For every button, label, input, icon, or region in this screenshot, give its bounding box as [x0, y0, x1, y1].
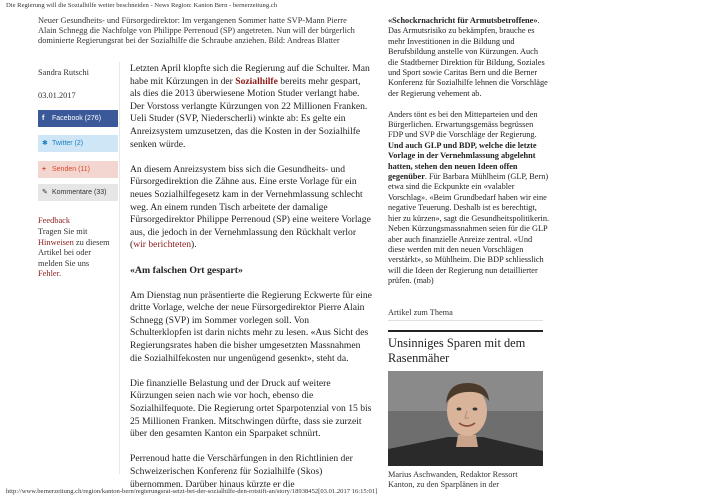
comment-icon: ✎ — [42, 189, 48, 196]
hints-link[interactable]: Hinweisen — [38, 237, 74, 247]
feedback-text — [38, 227, 112, 280]
right-p2-bold: Und auch GLP und BDP, welche die letzte Vorlage in der Vernehmlassung abgelehnt hatten, stehen den neuen Ideen offen gegenüber — [388, 140, 537, 182]
right-column — [388, 16, 550, 297]
article-body — [130, 63, 372, 504]
wir-berichteten-link[interactable]: wir berichteten — [133, 239, 192, 251]
feedback-mid: zu diesem Artikel bei oder melden Sie uns — [38, 237, 110, 268]
send-share-label: Senden (11) — [52, 166, 91, 173]
facebook-icon: f — [42, 115, 45, 122]
facebook-share-label: Facebook (276) — [52, 115, 102, 122]
comments-button[interactable] — [38, 184, 118, 201]
p1-pre: Letzten April klopfte sich die Regierung auf die Schulter. Man habe mit Kürzungen in der — [130, 63, 370, 87]
article-paragraph-4: Die finanzielle Belastung und der Druck auf weitere Kürzungen seien nach wie vor hoch, ebenso die Sozialhilfequote. Die Regierung ortet Sparpotenzial von 15 bis 25 Millionen Franken. Mitschwingen dürfte, dass sie zurzeit über den gesamten Kanton ein Sparpaket schnürt. — [130, 377, 372, 440]
publish-date: 03.01.2017 — [38, 91, 76, 100]
feedback-post: . — [58, 269, 62, 278]
feedback-pre: Tragen Sie mit — [38, 227, 88, 236]
article-paragraph-1 — [130, 63, 372, 151]
related-article-box — [388, 308, 543, 490]
twitter-share-button[interactable] — [38, 135, 118, 152]
p2-pre: An diesem Anreizsystem biss sich die Gesundheits- und Fürsorgedirektion die Zähne aus. Eine erste Vorlage für ein neues Sozialhilfegesetz kam in der Vernehmlassung schlecht weg. An einem runden Tisch arbeitete der damalige Fürsorgedirektor Philippe Perrenoud (SP) eine weitere Vorlage aus, die jedoch in der Vernehmlassung den Rückhalt verlor ( — [130, 163, 371, 251]
sozialhilfe-keyword-link[interactable]: Sozialhilfe — [235, 75, 278, 87]
author-portrait-image[interactable] — [388, 371, 543, 466]
author-name[interactable]: Sandra Rutschi — [38, 68, 89, 77]
related-caption: Marius Aschwanden, Redaktor Ressort Kanton, zu den Sparplänen in der — [388, 469, 518, 489]
right-paragraph-2 — [388, 110, 550, 287]
p2-post: ). — [191, 239, 197, 251]
article-paragraph-2 — [130, 164, 372, 252]
errors-link[interactable]: Fehler — [38, 269, 59, 278]
image-caption: Neuer Gesundheits- und Fürsorgedirektor: Im vergangenen Sommer hatte SVP-Mann Pierre Alain Schnegg die Nachfolge von Philippe Perrenoud (SP) angetreten. Nun will der bürgerlich dominierte Regierungsrat bei der Sozialhilfe die Schraube anziehen. Bild: Andreas Blatter — [38, 16, 355, 45]
send-icon: + — [42, 166, 47, 173]
related-header: Artikel zum Thema — [388, 308, 543, 321]
feedback-title: Feedback — [38, 216, 71, 225]
article-paragraph-5: Perrenoud hatte die Verschärfungen in den Richtlinien der Schweizerischen Konferenz für Sozialhilfe (Skos) übernommen. Darüber hinaus kürzte er die — [130, 453, 353, 490]
twitter-icon: ✱ — [42, 140, 48, 147]
related-article-title[interactable]: Unsinniges Sparen mit dem Rasenmäher — [388, 330, 543, 366]
right-p1-bold: «Schockrnachricht für Armutsbetroffene» — [388, 16, 538, 25]
right-p2-post: . Für Barbara Mühlheim (GLP, Bern) etwa sind die Eckpunkte ein «valabler Vorschlag». «Beim Grundbedarf haben wir eine negative Teuerung. Deshalb ist es berechtigt, hier zu kürzen», sagt die Gesundheitspolitikerin. Neben Kürzungsmassnahmen seien für die GLP aber auch finanzielle Anreize zentral. «Und diese werden mit den neuen Vorschlägen verstärkt», so Mühlheim. Die BDP schliesslich will die Ideen der Regierung nun detaillierter prüfen. (mab) — [388, 172, 550, 286]
right-paragraph-1 — [388, 16, 550, 99]
portrait-illustration — [388, 371, 543, 466]
facebook-share-button[interactable] — [38, 110, 118, 127]
page-header-title: Die Regierung will die Sozialhilfe weiter beschneiden - News Region: Kanton Bern - bernerzeitung.ch — [6, 2, 277, 9]
right-p1-text: . Das Armutsrisiko zu bekämpfen, brauche es mehr Investitionen in die Bildung und Berufsbildung anstelle von Kürzungen. Auch die Stadtberner Direktion für Bildung, Soziales und Sport sowie Caritas Bern und die Berner Konferenz für Sozialhilfe lehnen die Vorschläge der Regierung vehement ab. — [388, 16, 548, 98]
article-subheading: «Am falschen Ort gespart» — [130, 264, 243, 276]
page-footer-url: http://www.bernerzeitung.ch/region/kanton-bern/regierungsrat-setzt-bei-der-sozialhilfe-den-rotstift-an/story/18938452[03.01.2017 16:15:01] — [6, 488, 378, 495]
twitter-share-label: Twitter (2) — [52, 140, 84, 147]
article-paragraph-3: Am Dienstag nun präsentierte die Regierung Eckwerte für eine dritte Vorlage, welche der neue Fürsorgedirektor Pierre Alain Schnegg (SVP) im Sommer vorlegen soll. Von Schulterklopfen ist darin nichts mehr zu lesen. «Aus Sicht des Regierungsrates haben die bisher umgesetzten Massnahmen die Sozialhilfekosten nur ungenügend gesenkt», steht da. — [130, 289, 372, 364]
right-p2-pre: Anders tönt es bei den Mitteparteien und den Bürgerlichen. Erwartungsgemäss begrüssen FDP und SVP die Vorschläge der Regierung. — [388, 109, 538, 140]
p1-post: bereits mehr gespart, als dies die 2013 überwiesene Motion Studer verlangt habe. Der Vorstoss verlangte Kürzungen von 22 Millionen Franken. Ueli Studer (SVP, Niederscherli) winkte ab: Es gelte ein Anreizsystem umzusetzen, das die Kosten in der Sozialhilfe senken würde. — [130, 75, 368, 150]
comments-label: Kommentare (33) — [52, 189, 107, 196]
column-divider — [119, 62, 120, 474]
send-share-button[interactable] — [38, 161, 118, 178]
